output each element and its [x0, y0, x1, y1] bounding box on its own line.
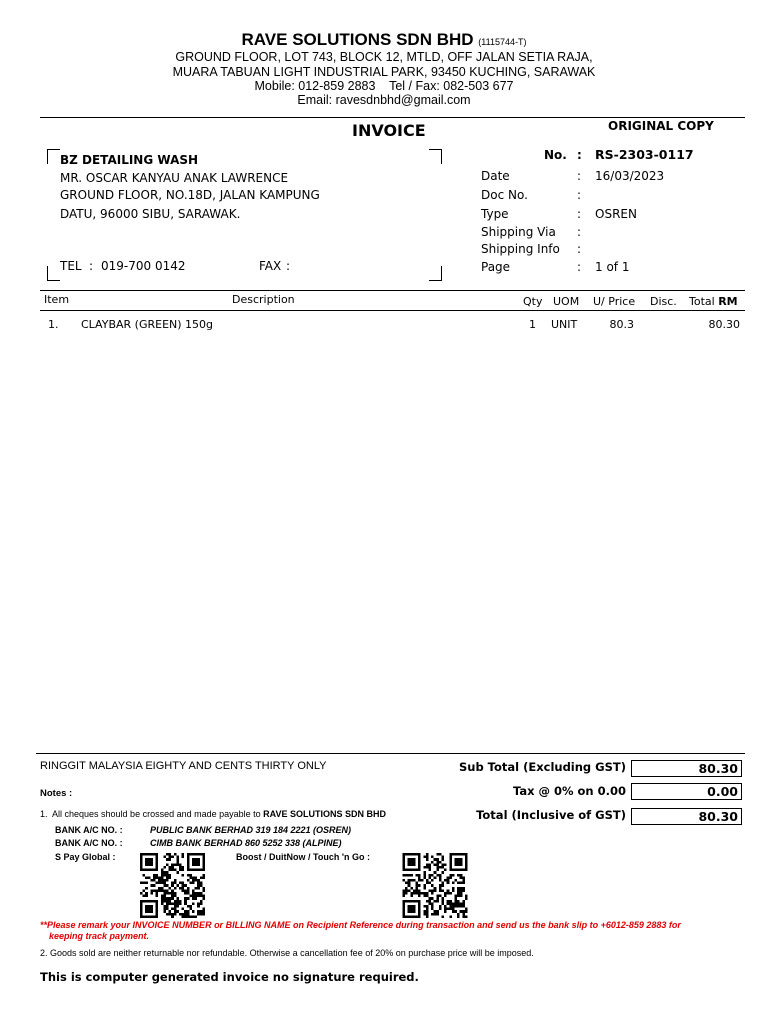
meta-shipping-via-separator: : — [577, 225, 582, 239]
meta-shipping-info-separator: : — [577, 242, 582, 256]
payment-remark-line2: keeping track payment. — [49, 931, 150, 941]
notes-label: Notes : — [40, 788, 73, 799]
bracket-bottom-right — [429, 266, 442, 281]
col-header-total — [689, 295, 738, 308]
tax-label: Tax @ 0% on 0.00 — [512, 784, 626, 798]
company-name: RAVE SOLUTIONS SDN BHD — [241, 30, 474, 49]
duitnow-qr-code — [401, 853, 469, 918]
computer-generated-notice: This is computer generated invoice no signature required. — [40, 970, 419, 984]
bank-1-value: PUBLIC BANK BERHAD 319 184 2221 (OSREN) — [150, 825, 352, 835]
row-qty: 1 — [529, 318, 536, 331]
bracket-top-right — [429, 149, 442, 164]
customer-fax-separator: : — [286, 259, 291, 273]
col-header-disc: Disc. — [650, 295, 677, 308]
meta-page-separator: : — [577, 260, 582, 274]
meta-shipping-via-label: Shipping Via — [481, 225, 556, 239]
tax-value: 0.00 — [631, 783, 742, 800]
note-1 — [40, 809, 386, 819]
bracket-top-left — [47, 149, 60, 164]
footer-divider — [36, 753, 745, 754]
meta-date-value: 16/03/2023 — [595, 169, 665, 183]
meta-type-label: Type — [481, 207, 509, 221]
col-header-total-label: Total — [689, 295, 715, 308]
row-description: CLAYBAR (GREEN) 150g — [81, 318, 214, 331]
subtotal-label: Sub Total (Excluding GST) — [458, 760, 626, 774]
col-header-item: Item — [44, 293, 70, 306]
payment-remark-line1: **Please remark your INVOICE NUMBER or BILLING NAME on Recipient Reference during transaction and send us the bank slip to +6012-859 2883 for — [40, 920, 681, 930]
customer-tel-separator: : — [89, 259, 94, 273]
row-total: 80.30 — [708, 318, 740, 331]
amount-in-words: RINGGIT MALAYSIA EIGHTY AND CENTS THIRTY ONLY — [40, 760, 327, 772]
customer-attention: MR. OSCAR KANYAU ANAK LAWRENCE — [60, 171, 289, 185]
col-header-description: Description — [232, 293, 295, 306]
col-header-qty: Qty — [523, 295, 543, 308]
invoice-no-separator: : — [577, 148, 582, 162]
meta-type-value: OSREN — [595, 207, 637, 221]
note-1-text: 1. All cheques should be crossed and made payable to — [40, 809, 264, 819]
meta-shipping-info-label: Shipping Info — [481, 242, 560, 256]
bank-2-label: BANK A/C NO. : — [55, 838, 123, 848]
bracket-bottom-left — [47, 266, 60, 281]
meta-page-label: Page — [481, 260, 511, 274]
row-price: 80.3 — [609, 318, 634, 331]
meta-date-separator: : — [577, 169, 582, 183]
customer-name: BZ DETAILING WASH — [60, 153, 199, 167]
customer-address-line1: GROUND FLOOR, NO.18D, JALAN KAMPUNG — [60, 188, 320, 202]
table-header-bottom-line — [40, 310, 745, 311]
boost-label: Boost / DuitNow / Touch 'n Go : — [236, 852, 370, 862]
company-contact: Mobile: 012-859 2883 Tel / Fax: 082-503 677 — [254, 79, 514, 93]
meta-page-value: 1 of 1 — [595, 260, 630, 274]
col-header-uom: UOM — [553, 295, 580, 308]
meta-type-separator: : — [577, 207, 582, 221]
invoice-no-label: No. — [544, 148, 567, 162]
company-address-line1: GROUND FLOOR, LOT 743, BLOCK 12, MTLD, OFF JALAN SETIA RAJA, — [175, 50, 593, 64]
customer-address-line2: DATU, 96000 SIBU, SARAWAK. — [60, 207, 241, 221]
customer-tel: 019-700 0142 — [101, 259, 186, 273]
row-uom: UNIT — [551, 318, 578, 331]
header-divider — [40, 117, 745, 118]
customer-fax-label: FAX — [259, 259, 282, 273]
note-2: 2. Goods sold are neither returnable nor refundable. Otherwise a cancellation fee of 20% on purchase price will be imposed. — [40, 948, 534, 958]
total-label: Total (Inclusive of GST) — [476, 808, 626, 822]
company-email: Email: ravesdnbhd@gmail.com — [297, 93, 471, 107]
col-header-total-unit: RM — [718, 295, 738, 308]
meta-docno-label: Doc No. — [481, 188, 528, 202]
spay-label: S Pay Global : — [55, 852, 116, 862]
col-header-price: U/ Price — [593, 295, 636, 308]
total-value: 80.30 — [631, 808, 742, 825]
bank-1-label: BANK A/C NO. : — [55, 825, 123, 835]
customer-tel-label: TEL — [60, 259, 82, 273]
subtotal-value: 80.30 — [631, 760, 742, 777]
company-address-line2: MUARA TABUAN LIGHT INDUSTRIAL PARK, 93450 KUCHING, SARAWAK — [172, 65, 596, 79]
spay-qr-code — [136, 853, 209, 918]
meta-docno-separator: : — [577, 188, 582, 202]
note-1-company: RAVE SOLUTIONS SDN BHD — [263, 809, 386, 819]
copy-label: ORIGINAL COPY — [608, 119, 714, 133]
row-item-no: 1. — [48, 318, 59, 331]
table-header-top-line — [40, 290, 745, 291]
company-header — [0, 30, 768, 50]
invoice-no-value: RS-2303-0117 — [595, 147, 694, 162]
meta-date-label: Date — [481, 169, 510, 183]
bank-2-value: CIMB BANK BERHAD 860 5252 338 (ALPINE) — [150, 838, 342, 848]
company-reg-no: (1115744-T) — [478, 37, 527, 47]
document-title: INVOICE — [352, 121, 426, 140]
